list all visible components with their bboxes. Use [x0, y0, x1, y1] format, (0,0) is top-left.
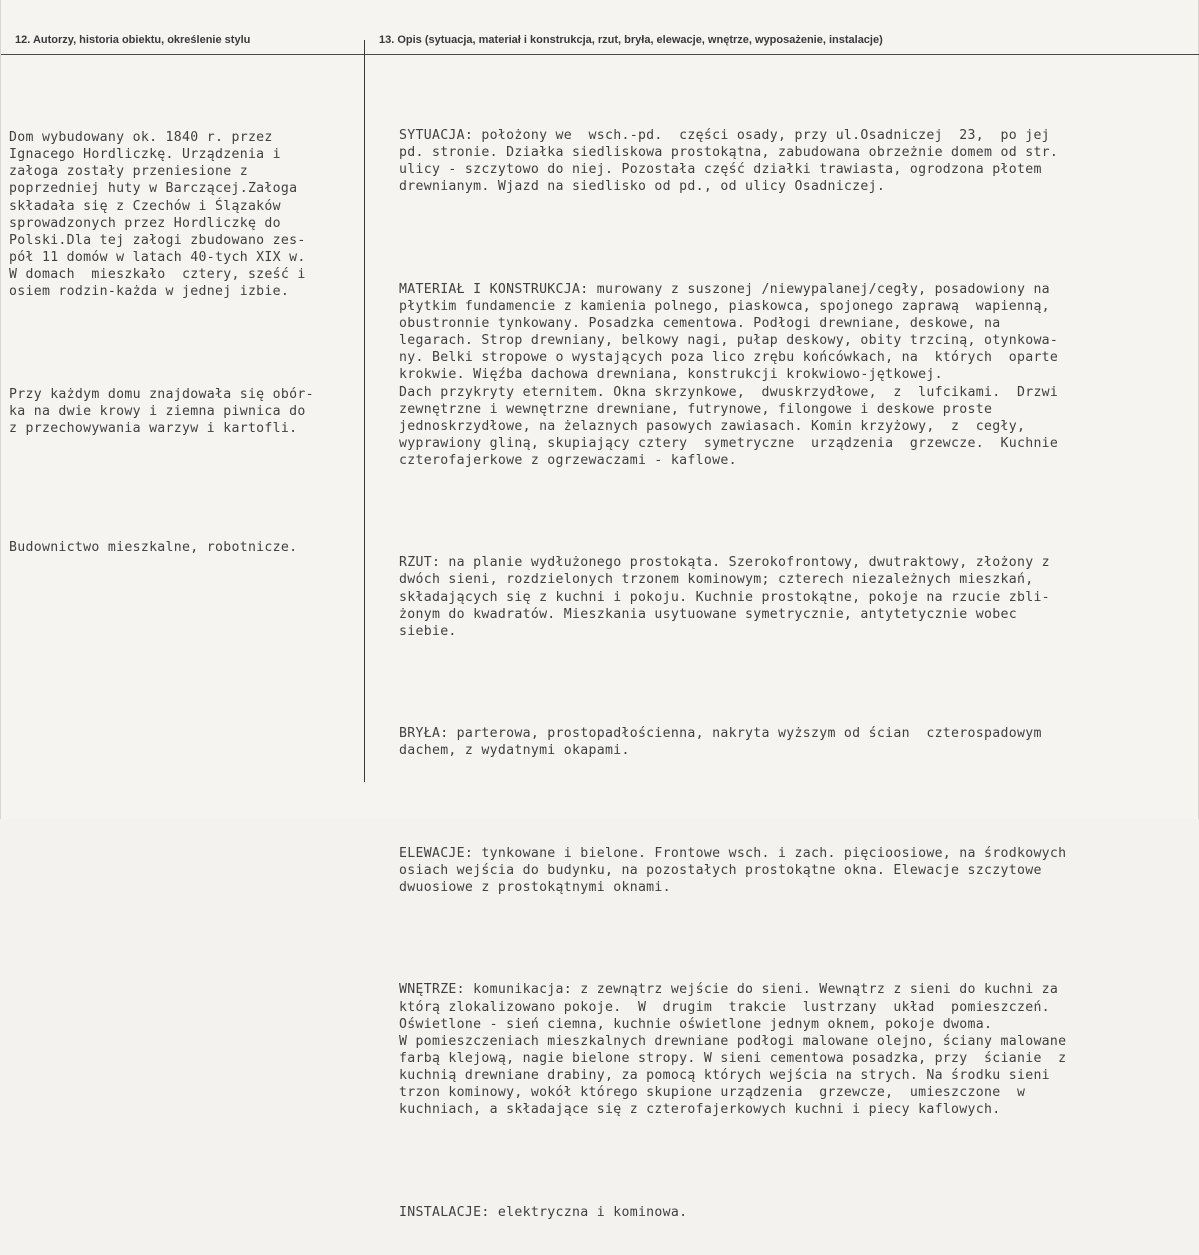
text-line: legarach. Strop drewniany, belkowy nagi, pułap deskowy, obity trzciną, otynkowa-: [399, 333, 1059, 349]
text-line: Ignacego Hordliczkę. Urządzenia i: [9, 147, 281, 163]
text-line: dachem, z wydatnymi okapami.: [399, 743, 630, 759]
description-column: [399, 93, 1189, 1255]
text-line: W domach mieszkało cztery, sześć i: [9, 266, 306, 282]
text-line: MATERIAŁ I KONSTRUKCJA: murowany z suszonej /niewypalanej/cegły, posadowiony na: [399, 281, 1050, 297]
material-paragraph: [399, 281, 1189, 469]
text-line: dwuosiowe z prostokątnymi oknami.: [399, 879, 671, 895]
bryla-paragraph: [399, 725, 1189, 759]
wnetrze-paragraph: [399, 981, 1189, 1118]
style-paragraph: [9, 539, 359, 556]
text-line: osiach wejścia do budynku, na pozostałych prostokątne okna. Elewacje szczytowe: [399, 862, 1042, 878]
section-13-header: 13. Opis (sytuacja, materiał i konstrukcja, rzut, bryła, elewacje, wnętrze, wyposażenie, instalacje): [379, 34, 883, 46]
text-line: poprzedniej huty w Barczącej.Załoga: [9, 181, 298, 197]
text-line: krokwie. Więźba dachowa drewniana, konstrukcji krokwiowo-jętkowej.: [399, 367, 943, 383]
text-line: Polski.Dla tej załogi zbudowano zes-: [9, 232, 306, 248]
text-line: czterofajerkowe z ogrzewaczami - kaflowe.: [399, 452, 737, 468]
text-line: ELEWACJE: tynkowane i bielone. Frontowe wsch. i zach. pięcioosiowe, na środkowych: [399, 845, 1067, 861]
text-line: pół 11 domów w latach 40-tych XIX w.: [9, 249, 306, 265]
text-line: RZUT: na planie wydłużonego prostokąta. Szerokofrontowy, dwutraktowy, złożony z: [399, 555, 1050, 571]
text-line: siebie.: [399, 623, 457, 639]
text-line: osiem rodzin-każda w jednej izbie.: [9, 284, 290, 300]
text-line: Dom wybudowany ok. 1840 r. przez: [9, 130, 273, 146]
text-line: Przy każdym domu znajdowała się obór-: [9, 386, 314, 402]
history-column: [9, 95, 359, 590]
text-line: zewnętrzne i wewnętrzne drewniane, futrynowe, filongowe i deskowe proste: [399, 401, 993, 417]
text-line: trzon kominowy, wokół którego skupione urządzenia grzewcze, umieszczone w: [399, 1084, 1026, 1100]
text-line: pd. stronie. Działka siedliskowa prostokątna, zabudowana obrzeżnie domem od str.: [399, 145, 1059, 161]
text-line: Oświetlone - sień ciemna, kuchnie oświetlone jednym oknem, pokoje dwoma.: [399, 1016, 993, 1032]
elewacje-paragraph: [399, 845, 1189, 896]
text-line: wyprawiony gliną, skupiający cztery symetryczne urządzenia grzewcze. Kuchnie: [399, 435, 1059, 451]
text-line: jednoskrzydłowe, na żelaznych pasowych zawiasach. Komin krzyżowy, z cegły,: [399, 418, 1026, 434]
text-line: SYTUACJA: położony we wsch.-pd. części osady, przy ul.Osadniczej 23, po jej: [399, 128, 1050, 144]
header-rule: [1, 54, 1199, 55]
text-line: składała się z Czechów i Ślązaków: [9, 198, 281, 214]
text-line: załoga zostały przeniesione z: [9, 164, 248, 180]
text-line: kuchnią drewniane drabiny, za pomocą których wejścia na strych. Na środku sieni: [399, 1067, 1050, 1083]
text-line: ny. Belki stropowe o wystających poza lico zrębu końcówkach, na których oparte: [399, 350, 1059, 366]
outbuilding-paragraph: [9, 386, 359, 437]
text-line: Dach przykryty eternitem. Okna skrzynkowe, dwuskrzydłowe, z lufcikami. Drzwi: [399, 384, 1059, 400]
text-line: żonym do kwadratów. Mieszkania usytuowane symetrycznie, antytetycznie wobec: [399, 606, 1017, 622]
text-line: INSTALACJE: elektryczna i kominowa.: [399, 1204, 688, 1220]
text-line: W pomieszczeniach mieszkalnych drewniane podłogi malowane olejno, ściany malowane: [399, 1033, 1067, 1049]
text-line: kuchniach, a składające się z czterofajerkowych kuchni i piecy kaflowych.: [399, 1102, 1001, 1118]
text-line: drewnianym. Wjazd na siedlisko od pd., od ulicy Osadniczej.: [399, 179, 886, 195]
section-12-header: 12. Autorzy, historia obiektu, określenie stylu: [15, 34, 251, 46]
text-line: płytkim fundamencie z kamienia polnego, piaskowca, spojonego zaprawą wapienną,: [399, 299, 1050, 315]
sytuacja-paragraph: [399, 127, 1189, 195]
text-line: którą zlokalizowano pokoje. W drugim trakcie lustrzany układ pomieszczeń.: [399, 999, 1050, 1015]
text-line: obustronnie tynkowany. Posadzka cementowa. Podłogi drewniane, deskowe, na: [399, 316, 1001, 332]
text-line: farbą klejową, nagie bielone stropy. W sieni cementowa posadzka, przy ścianie z: [399, 1050, 1067, 1066]
rzut-paragraph: [399, 554, 1189, 639]
text-line: sprowadzonych przez Hordliczkę do: [9, 215, 281, 231]
column-divider: [364, 40, 365, 782]
text-line: ka na dwie krowy i ziemna piwnica do: [9, 403, 306, 419]
text-line: składających się z kuchni i pokoju. Kuchnie prostokątne, pokoje na rzucie zbli-: [399, 589, 1050, 605]
text-line: z przechowywania warzyw i kartofli.: [9, 420, 298, 436]
text-line: ulicy - szczytowo do niej. Pozostała część działki trawiasta, ogrodzona płotem: [399, 162, 1042, 178]
instalacje-paragraph: [399, 1204, 1189, 1221]
text-line: BRYŁA: parterowa, prostopadłościenna, nakryta wyższym od ścian czterospadowym: [399, 726, 1042, 742]
history-paragraph: [9, 129, 359, 300]
text-line: Budownictwo mieszkalne, robotnicze.: [9, 540, 298, 556]
text-line: dwóch sieni, rozdzielonych trzonem kominowym; czterech niezależnych mieszkań,: [399, 572, 1034, 588]
text-line: WNĘTRZE: komunikacja: z zewnątrz wejście do sieni. Wewnątrz z sieni do kuchni za: [399, 982, 1059, 998]
